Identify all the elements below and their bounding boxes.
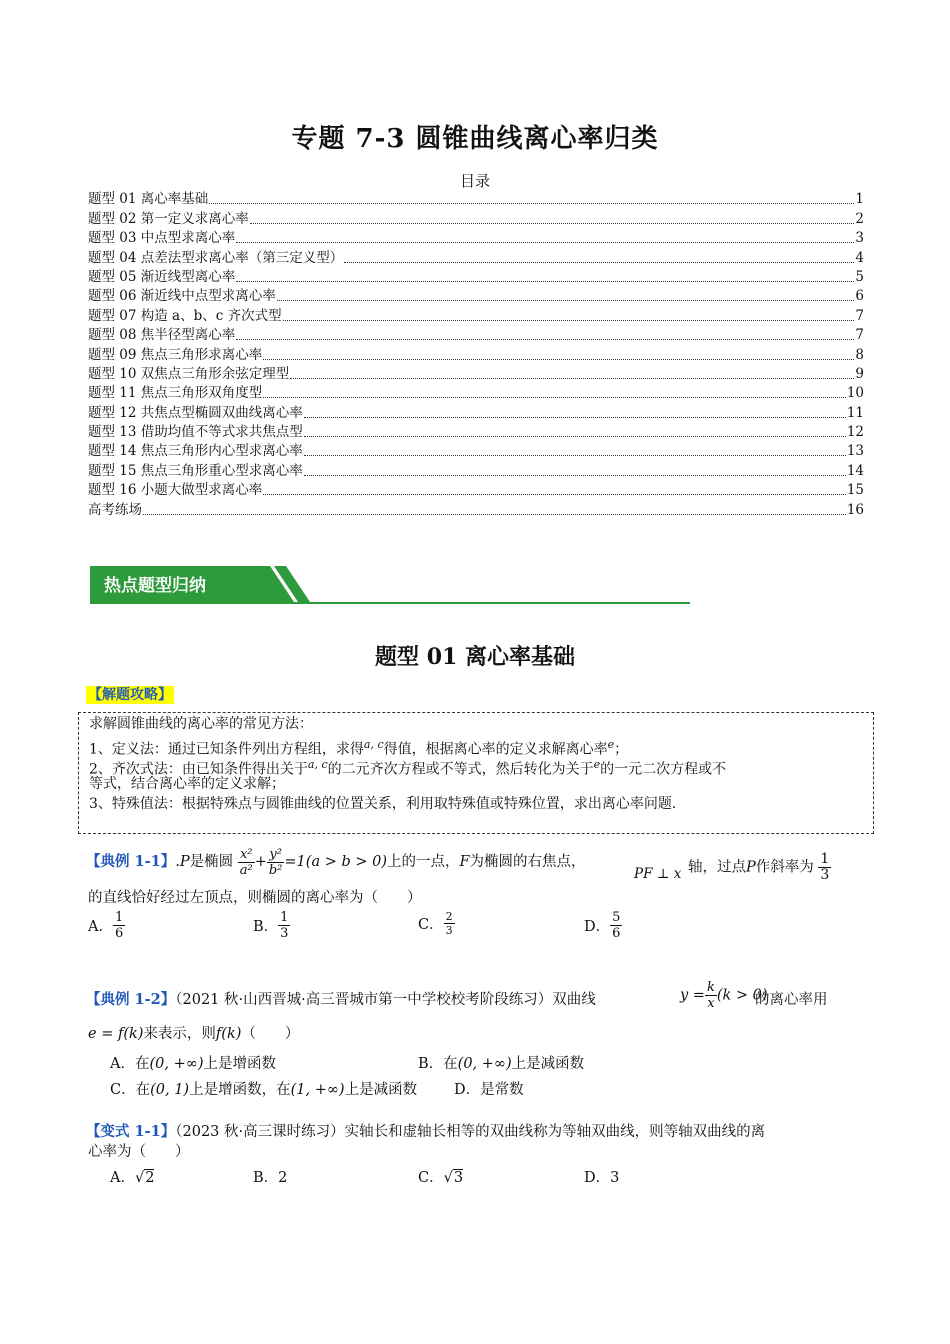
toc-entry-label: 题型 11 焦点三角形双角度型 xyxy=(88,385,263,402)
ex1-option[interactable] xyxy=(253,910,290,941)
func-num: k xyxy=(706,980,715,995)
toc-leader-dots xyxy=(236,338,854,340)
frac-y2-b2 xyxy=(267,847,285,878)
ex1-line-2: 的直线恰好经过左顶点，则椭圆的离心率为（ ） xyxy=(88,890,422,906)
section-title: 题型 01 离心率基础 xyxy=(375,644,575,670)
option-frac xyxy=(278,910,290,941)
ex2-option[interactable] xyxy=(110,1052,276,1073)
option-frac xyxy=(444,910,455,937)
frac-x2-a2 xyxy=(238,847,255,878)
variant-1-1-tag: 【变式 1-1】 xyxy=(86,1123,176,1140)
banner-text: 热点题型归纳 xyxy=(104,576,206,596)
option-frac-num: 2 xyxy=(445,910,453,923)
ex1-text-2: 上的一点， xyxy=(386,854,460,870)
option-label: B．在 xyxy=(418,1056,458,1072)
toc-leader-dots xyxy=(209,202,854,204)
method-box xyxy=(78,712,874,834)
toc-entry-page: 7 xyxy=(855,327,864,344)
func-y: y = xyxy=(680,987,705,1004)
option-label: D． xyxy=(584,1170,611,1186)
toc-entry-label: 题型 02 第一定义求离心率 xyxy=(88,210,249,227)
toc-entry-label: 题型 06 渐近线中点型求离心率 xyxy=(88,288,276,305)
toc-entry-label: 题型 12 共焦点型椭圆双曲线离心率 xyxy=(88,404,303,421)
focus-f: F xyxy=(459,854,470,870)
option-value: 2 xyxy=(145,1170,155,1186)
slope-num: 1 xyxy=(820,851,830,867)
toc-entry[interactable] xyxy=(88,383,864,402)
ex1-text-1: 是椭圆 xyxy=(189,854,234,870)
example-1-1-tag: 【典例 1-1】 xyxy=(86,853,176,870)
toc-entry[interactable] xyxy=(88,189,864,208)
ex3-line-1: （2023 秋·高三课时练习）实轴长和虚轴长相等的双曲线称为等轴双曲线，则等轴双曲线的离 xyxy=(175,1124,766,1140)
toc-entry[interactable] xyxy=(88,499,864,518)
method-line-2-text-b: 得值，根据离心率的定义求解离心率 xyxy=(383,741,608,758)
toc-entry-label: 题型 01 离心率基础 xyxy=(88,191,209,208)
ex2-text-1: 的离心率用 xyxy=(755,992,828,1008)
ex1-option[interactable] xyxy=(584,910,622,941)
e-def: e = f(k) xyxy=(88,1026,144,1042)
toc-entry-page: 4 xyxy=(855,249,864,266)
option-frac xyxy=(113,910,125,941)
ex2-source: （2021 秋·山西晋城·高三晋城市第一中学校校考阶段练习）双曲线 xyxy=(175,992,596,1008)
option-frac-den: 3 xyxy=(445,924,453,937)
ex2-text-2: 来表示，则 xyxy=(143,1026,216,1042)
example-1-2 xyxy=(86,990,596,1010)
method-line-3-text-c: 的一元二次方程或不 xyxy=(600,761,727,778)
toc-leader-dots xyxy=(263,358,854,360)
option-frac-num: 1 xyxy=(280,910,289,925)
toc-leader-dots xyxy=(277,299,855,301)
toc-entry-page: 3 xyxy=(855,230,864,247)
banner-underline xyxy=(90,602,690,604)
table-of-contents xyxy=(88,189,864,519)
method-var-e: e xyxy=(607,738,615,751)
toc-entry-label: 题型 07 构造 a、b、c 齐次式型 xyxy=(88,307,282,324)
ex2-opt-c-t1: 上是增函数，在 xyxy=(189,1082,291,1098)
toc-entry-page: 13 xyxy=(846,443,864,460)
toc-entry-page: 16 xyxy=(846,501,864,518)
frac-y2: y² xyxy=(267,847,285,863)
toc-entry[interactable] xyxy=(88,480,864,499)
toc-entry-label: 题型 05 渐近线型离心率 xyxy=(88,268,236,285)
strategy-tag xyxy=(86,684,174,704)
toc-leader-dots xyxy=(290,377,854,379)
option-frac-num: 5 xyxy=(612,910,621,925)
toc-entry-label: 题型 13 借助均值不等式求共焦点型 xyxy=(88,424,303,441)
cond-pf-perp-x: PF ⊥ x xyxy=(634,866,682,882)
ex1-text-5: 作斜率为 xyxy=(755,859,814,876)
ex1-option[interactable] xyxy=(418,910,455,937)
method-var-e-2: e xyxy=(593,758,601,771)
slope-den: 3 xyxy=(820,867,830,883)
doc-title: 专题 7-3 圆锥曲线离心率归类 xyxy=(291,124,659,154)
option-label: A． xyxy=(88,919,113,935)
toc-leader-dots xyxy=(283,319,855,321)
option-label: C． xyxy=(418,917,444,933)
option-label: D． xyxy=(584,919,611,935)
toc-entry-label: 题型 15 焦点三角形重心型求离心率 xyxy=(88,462,303,479)
toc-entry[interactable] xyxy=(88,228,864,247)
option-label: A．在 xyxy=(110,1056,150,1072)
option-label: B． xyxy=(253,919,279,935)
toc-entry-label: 题型 04 点差法型求离心率（第三定义型） xyxy=(88,249,344,266)
variant-1-1 xyxy=(86,1122,765,1142)
method-line-2-text-a: 1、定义法：通过已知条件列出方程组，求得 xyxy=(89,741,364,758)
option-frac-den: 6 xyxy=(114,926,124,941)
toc-entry-label: 题型 14 焦点三角形内心型求离心率 xyxy=(88,443,303,460)
toc-entry[interactable] xyxy=(88,267,864,286)
toc-entry-page: 1 xyxy=(855,191,864,208)
toc-entry[interactable] xyxy=(88,364,864,383)
method-line-3-text-a: 2、齐次式法：由已知条件得出关于 xyxy=(89,761,308,778)
ex2-option-d: D．是常数 xyxy=(454,1082,524,1098)
ex2-opt-c-int1: (0, 1) xyxy=(150,1082,190,1098)
toc-entry-page: 8 xyxy=(855,346,864,363)
option-text: 上是增函数 xyxy=(203,1056,276,1072)
option-frac-den: 6 xyxy=(612,926,621,941)
frac-x2: x² xyxy=(238,847,255,863)
method-var-ac: a, c xyxy=(363,738,384,751)
toc-entry[interactable] xyxy=(88,208,864,227)
toc-heading: 目录 xyxy=(459,172,490,190)
toc-entry[interactable] xyxy=(88,422,864,441)
toc-entry-page: 2 xyxy=(855,210,864,227)
option-label: B． xyxy=(253,1170,279,1186)
toc-entry-label: 题型 08 焦半径型离心率 xyxy=(88,327,236,344)
ex3-option[interactable]: C．√3 xyxy=(418,1170,464,1186)
example-1-2-tag: 【典例 1-2】 xyxy=(86,991,176,1008)
ellipse-eq: =1(a > b > 0) xyxy=(284,854,387,870)
ex3-line-2: 心率为（ ） xyxy=(88,1144,190,1160)
option-text: 上是减函数 xyxy=(511,1056,585,1072)
method-line-1: 求解圆锥曲线的离心率的常见方法： xyxy=(89,716,313,732)
example-1-1: 【典例 1-1】.P是椭圆 $\frac{\text{x²}}{\text{a²}}$ + $\frac{\text{y²}}{\text{b²}}$ =1(a > b > 0)上的一点，F为椭圆的右焦点， xyxy=(86,846,586,878)
slope-frac xyxy=(818,852,831,883)
ex3-option[interactable] xyxy=(584,1166,619,1187)
toc-leader-dots xyxy=(236,241,854,243)
toc-entry-label: 题型 10 双焦点三角形余弦定理型 xyxy=(88,365,290,382)
section-banner xyxy=(90,562,690,606)
method-line-3-text-b: 的二元齐次方程或不等式，然后转化为关于 xyxy=(327,761,594,778)
toc-entry[interactable] xyxy=(88,247,864,266)
toc-entry-page: 6 xyxy=(855,288,864,305)
toc-leader-dots xyxy=(304,435,846,437)
toc-entry-label: 高考练场 xyxy=(88,501,142,518)
option-value: 3 xyxy=(453,1170,464,1186)
toc-leader-dots xyxy=(236,280,854,282)
toc-leader-dots xyxy=(263,493,846,495)
ex1-text-4: 轴，过点 xyxy=(688,859,746,876)
toc-leader-dots xyxy=(263,396,846,398)
func-den: x xyxy=(707,996,715,1011)
point-p-2: P xyxy=(746,859,756,876)
toc-leader-dots xyxy=(304,474,846,476)
ex2-option[interactable] xyxy=(418,1052,584,1073)
ex1-text-4-group xyxy=(688,852,831,883)
method-line-5: 3、特殊值法：根据特殊点与圆锥曲线的位置关系，利用取特殊值或特殊位置，求出离心率问题. xyxy=(89,796,677,812)
toc-entry[interactable] xyxy=(88,286,864,305)
toc-leader-dots xyxy=(304,454,846,456)
toc-leader-dots xyxy=(344,261,854,263)
method-line-4: 等式，结合离心率的定义求解； xyxy=(89,776,285,792)
toc-entry-page: 14 xyxy=(846,462,864,479)
toc-entry-page: 7 xyxy=(855,307,864,324)
option-interval: (0, +∞) xyxy=(457,1056,512,1072)
option-value: 2 xyxy=(278,1170,288,1186)
toc-entry-page: 15 xyxy=(846,482,864,499)
ex2-opt-c-t2: 上是减函数 xyxy=(344,1082,418,1098)
frac-a2: a² xyxy=(239,862,253,878)
toc-entry[interactable] xyxy=(88,305,864,324)
ex3-option[interactable] xyxy=(253,1166,287,1187)
toc-entry[interactable] xyxy=(88,441,864,460)
toc-leader-dots xyxy=(304,416,846,418)
toc-entry-page: 5 xyxy=(855,268,864,285)
toc-entry-label: 题型 09 焦点三角形求离心率 xyxy=(88,346,263,363)
ex2-line-2 xyxy=(88,1024,299,1044)
ex2-text-3: （ ） xyxy=(241,1026,300,1042)
point-p: .P xyxy=(175,854,190,870)
toc-leader-dots xyxy=(250,222,855,224)
ex2-option-c xyxy=(110,1078,417,1099)
func-cond: (k > 0) xyxy=(716,987,768,1004)
option-interval: (0, +∞) xyxy=(149,1056,204,1072)
toc-entry-page: 11 xyxy=(846,404,864,421)
toc-entry-label: 题型 03 中点型求离心率 xyxy=(88,230,236,247)
strategy-tag-label: 【解题攻略】 xyxy=(88,687,172,703)
ex2-opt-c-int2: (1, +∞) xyxy=(290,1082,345,1098)
toc-entry-label: 题型 16 小题大做型求离心率 xyxy=(88,482,263,499)
func-frac xyxy=(705,980,717,1011)
option-frac-num: 1 xyxy=(114,910,124,925)
option-frac xyxy=(610,910,622,941)
ex2-opt-c-label: C．在 xyxy=(110,1082,151,1098)
option-label: A． xyxy=(110,1170,135,1186)
toc-entry[interactable] xyxy=(88,402,864,421)
toc-entry[interactable] xyxy=(88,460,864,479)
f-of-k: f(k) xyxy=(215,1026,242,1042)
method-line-2-text-c: ； xyxy=(614,741,629,758)
toc-entry[interactable] xyxy=(88,344,864,363)
ex1-option[interactable] xyxy=(88,910,125,941)
method-var-ac-2: a, c xyxy=(307,758,328,771)
toc-entry[interactable] xyxy=(88,325,864,344)
option-value: 3 xyxy=(610,1170,620,1186)
ex1-text-3: 为椭圆的右焦点， xyxy=(469,854,586,870)
toc-entry-page: 9 xyxy=(855,365,864,382)
option-frac-den: 3 xyxy=(280,926,289,941)
ex3-option[interactable]: A．√2 xyxy=(110,1170,155,1186)
toc-entry-page: 12 xyxy=(846,424,864,441)
toc-entry-page: 10 xyxy=(846,385,864,402)
toc-leader-dots xyxy=(143,513,846,515)
option-label: C． xyxy=(418,1170,444,1186)
frac-b2: b² xyxy=(268,862,283,878)
